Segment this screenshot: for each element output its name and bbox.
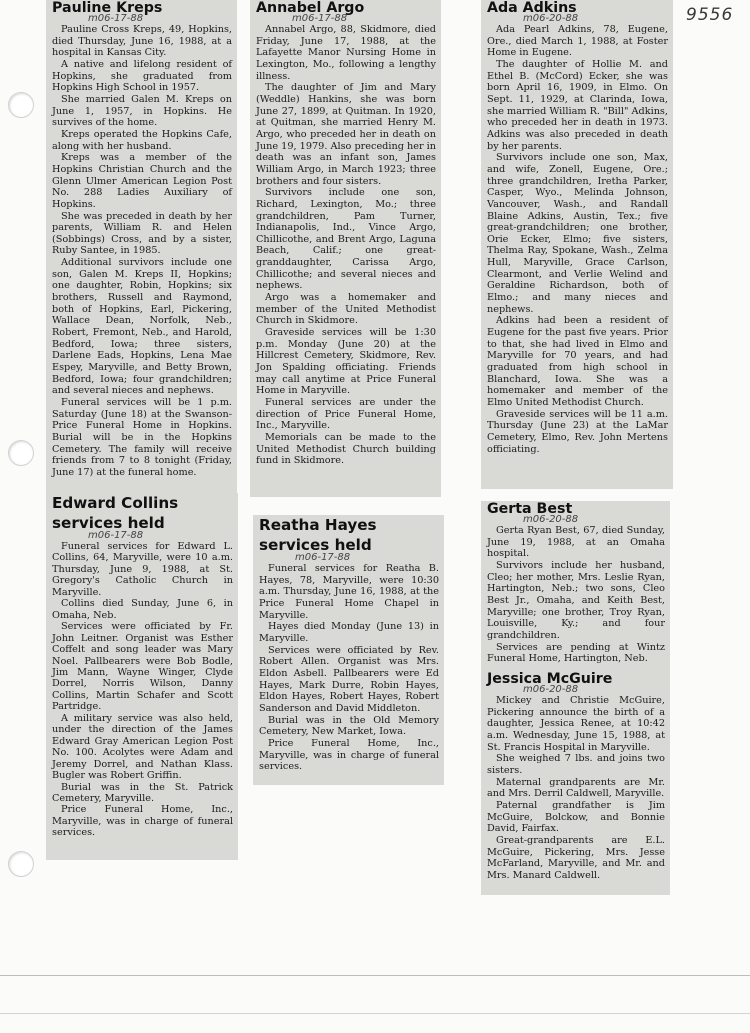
paragraph: Price Funeral Home, Inc., Maryville, was in charge of funeral services.: [259, 737, 439, 773]
article-body: [256, 24, 436, 467]
article-body: [259, 563, 439, 773]
page-number: 9556: [686, 5, 734, 25]
clipping-reatha-hayes: [253, 515, 444, 785]
paragraph: Funeral services will be 1 p.m. Saturday (June 18) at the Swanson-Price Funeral Home in Hopkins. Burial will be in the Hopkins Cemetery. The family will receive friends from 7 to 8 tonight (Friday, June 17) at the funeral home.: [52, 397, 232, 478]
handwritten-date-note: m06-20-88: [523, 13, 579, 24]
paragraph: Adkins had been a resident of Eugene for the past five years. Prior to that, she had lived in Elmo and Maryville for 70 years, and had graduated from high school in Blanchard, Iowa. She was a homemaker and member of the Elmo United Methodist Church.: [487, 315, 668, 408]
article-body: [52, 24, 232, 479]
punch-hole: [8, 440, 34, 466]
headline: Annabel Argo: [256, 0, 365, 16]
paragraph: Funeral services for Edward L. Collins, 64, Maryville, were 10 a.m. Thursday, June 9, 1988, at St. Gregory's Catholic Church in Maryville.: [52, 541, 233, 598]
paragraph: She was preceded in death by her parents, William R. and Helen (Sobbings) Cross, and by a sister, Ruby Santee, in 1985.: [52, 210, 232, 257]
paragraph: Price Funeral Home, Inc., Maryville, was in charge of funeral services.: [52, 804, 233, 839]
headline: Pauline Kreps: [52, 0, 163, 16]
clipping-ada-adkins: [481, 0, 673, 489]
paragraph: Survivors include her husband, Cleo; her mother, Mrs. Leslie Ryan, Hartington, Neb.; two sons, Cleo Best Jr., Omaha, and Keith Best, Maryville; one brother, Troy Ryan, Louisville, Ky.; and four grandchildren.: [487, 559, 665, 641]
headline: Edward Collins: [52, 494, 179, 512]
paragraph: Ada Pearl Adkins, 78, Eugene, Ore., died March 1, 1988, at Foster Home in Eugene.: [487, 24, 668, 59]
headline: Jessica McGuire: [487, 671, 613, 687]
headline: Ada Adkins: [487, 0, 577, 16]
paragraph: A military service was also held, under the direction of the James Edward Gray American Legion Post No. 100. Acolytes were Adam and Jeremy Dorrel, and Nathan Klass. Bugler was Robert Griffin.: [52, 712, 233, 782]
paragraph: Collins died Sunday, June 6, in Omaha, Neb.: [52, 598, 233, 621]
paragraph: She married Galen M. Kreps on June 1, 1957, in Hopkins. He survives of the home.: [52, 93, 232, 129]
handwritten-date-note: m06-17-88: [292, 13, 348, 24]
article-body: [487, 24, 668, 455]
paragraph: Services were officiated by Fr. John Leitner. Organist was Esther Coffelt and song leader was Mary Noel. Pallbearers were Bob Bodle, Jim Mann, Wayne Winger, Clyde Dorrel, Norris Wilson, Danny Collins, Martin Schafer and Scott Partridge.: [52, 621, 233, 713]
paragraph: Paternal grandfather is Jim McGuire, Bolckow, and Bonnie David, Fairfax.: [487, 799, 665, 835]
article-body: [487, 695, 665, 882]
paragraph: The daughter of Hollie M. and Ethel B. (McCord) Ecker, she was born April 16, 1909, in Elmo. On Sept. 11, 1929, at Clarinda, Iowa, she married William R. "Bill" Adkins, who preceded her in death in 1973. Adkins was also preceded in death by her parents.: [487, 58, 668, 152]
paragraph: Survivors include one son, Richard, Lexington, Mo.; three grandchildren, Pam Turner, Indianapolis, Ind., Vince Argo, Chillicothe, and Brent Argo, Laguna Beach, Calif.; one great-granddaughter, Carissa Argo, Chillicothe; and several nieces and nephews.: [256, 187, 436, 292]
paragraph: Great-grandparents are E.L. McGuire, Pickering, Mrs. Jesse McFarland, Maryville, and Mr. and Mrs. Manard Caldwell.: [487, 834, 665, 881]
clipping-edward-collins: [46, 493, 238, 860]
paragraph: Services are pending at Wintz Funeral Home, Hartington, Neb.: [487, 641, 665, 665]
paragraph: Graveside services will be 11 a.m. Thursday (June 23) at the LaMar Cemetery, Elmo, Rev. John Mertens officiating.: [487, 408, 668, 455]
clipping-pauline-kreps: [46, 0, 237, 493]
handwritten-date-note: m06-17-88: [88, 530, 144, 541]
punch-hole: [8, 92, 34, 118]
punch-hole: [8, 851, 34, 877]
paragraph: Pauline Cross Kreps, 49, Hopkins, died Thursday, June 16, 1988, at a hospital in Kansas City.: [52, 24, 232, 59]
headline: Reatha Hayes: [259, 516, 377, 534]
headline: services held: [259, 536, 372, 554]
clipping-annabel-argo: [250, 0, 441, 497]
handwritten-date-note: m06-17-88: [295, 552, 351, 563]
article-body: [487, 525, 665, 665]
paragraph: Maternal grandparents are Mr. and Mrs. Derril Caldwell, Maryville.: [487, 776, 665, 800]
clipping-gerta-best: [481, 501, 670, 671]
headline: services held: [52, 514, 165, 532]
paragraph: Funeral services are under the direction of Price Funeral Home, Inc., Maryville.: [256, 397, 436, 432]
paragraph: Annabel Argo, 88, Skidmore, died Friday, June 17, 1988, at the Lafayette Manor Nursing Home in Lexington, Mo., following a lengthy illness.: [256, 24, 436, 82]
page-edge: [0, 975, 750, 976]
handwritten-date-note: m06-20-88: [523, 514, 579, 525]
paragraph: Funeral services for Reatha B. Hayes, 78, Maryville, were 10:30 a.m. Thursday, June 16, 1988, at the Price Funeral Home Chapel in Maryville.: [259, 563, 439, 621]
paragraph: The daughter of Jim and Mary (Weddle) Hankins, she was born June 27, 1899, at Quitman. In 1920, at Quitman, she married Henry M. Argo, who preceded her in death on June 19, 1979. Also preceding her in death was an infant son, James William Argo, in March 1923; three brothers and four sisters.: [256, 82, 437, 187]
handwritten-date-note: m06-20-88: [523, 684, 579, 695]
paragraph: She weighed 7 lbs. and joins two sisters.: [487, 753, 665, 776]
paragraph: Argo was a homemaker and member of the United Methodist Church in Skidmore.: [256, 292, 436, 327]
paragraph: Mickey and Christie McGuire, Pickering announce the birth of a daughter, Jessica Renee, at 10:42 a.m. Wednesday, June 15, 1988, at St. Francis Hospital in Maryville.: [487, 695, 665, 753]
headline: Gerta Best: [487, 501, 573, 517]
paragraph: Kreps operated the Hopkins Cafe, along with her husband.: [52, 128, 232, 152]
paragraph: Gerta Ryan Best, 67, died Sunday, June 19, 1988, at an Omaha hospital.: [487, 525, 665, 560]
paragraph: Graveside services will be 1:30 p.m. Monday (June 20) at the Hillcrest Cemetery, Skidmore, Rev. Jon Spalding officiating. Friends may call anytime at Price Funeral Home in Maryville.: [256, 327, 436, 397]
paragraph: A native and lifelong resident of Hopkins, she graduated from Hopkins High School in 1957.: [52, 58, 232, 94]
paragraph: Burial was in the St. Patrick Cemetery, Maryville.: [52, 781, 233, 804]
paragraph: Services were officiated by Rev. Robert Allen. Organist was Mrs. Eldon Asbell. Pallbearers were Ed Hayes, Mark Durre, Robin Hayes, Eldon Hayes, Robert Hayes, Robert Sanderson and David Middleton.: [259, 644, 439, 714]
paragraph: Burial was in the Old Memory Cemetery, New Market, Iowa.: [259, 714, 439, 738]
paragraph: Hayes died Monday (June 13) in Maryville.: [259, 621, 439, 644]
page-edge-lower: [0, 1013, 750, 1014]
paragraph: Kreps was a member of the Hopkins Christian Church and the Glenn Ulmer American Legion Post No. 288 Ladies Auxiliary of Hopkins.: [52, 152, 232, 210]
paragraph: Survivors include one son, Max, and wife, Zonell, Eugene, Ore.; three grandchildren, Iretha Parker, Casper, Wyo., Melinda Johnson, Vancouver, Wash., and Randall Blaine Adkins, Austin, Tex.; five great-grandchildren; one brother, Orie Ecker, Elmo; five sisters, Thelma Ray, Spokane, Wash., Zelma Hull, Maryville, Grace Carlson, Clearmont, and Verlie Welind and Geraldine Richardson, both of Elmo.; and many nieces and nephews.: [487, 152, 668, 315]
paragraph: Memorials can be made to the United Methodist Church building fund in Skidmore.: [256, 431, 436, 467]
article-body: [52, 541, 233, 839]
handwritten-date-note: m06-17-88: [88, 13, 144, 24]
clipping-jessica-mcguire: [481, 671, 670, 895]
paragraph: Additional survivors include one son, Galen M. Kreps II, Hopkins; one daughter, Robin, Hopkins; six brothers, Russell and Raymond, both of Hopkins, Earl, Pickering, Wallace Dean, Norfolk, Neb., Robert, Fremont, Neb., and Harold, Bedford, Iowa; three sisters, Darlene Eads, Hopkins, Lena Mae Espey, Maryville, and Betty Brown, Bedford, Iowa; four grandchildren; and several nieces and nephews.: [52, 257, 232, 397]
